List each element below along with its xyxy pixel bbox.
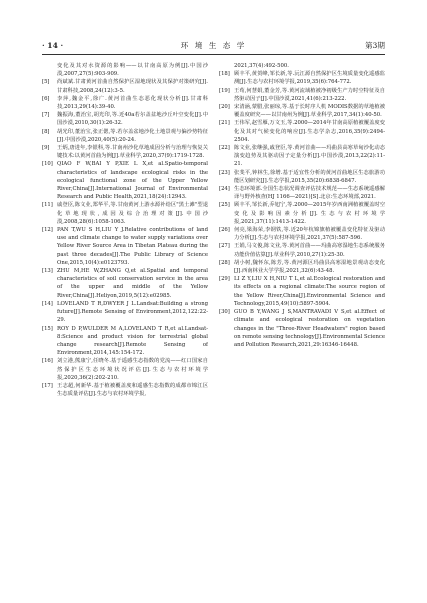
reference-number: [23]: [219, 169, 230, 176]
reference-text: QIAO F W,BAI Y P,XIE L X,et al.Spatio-temporal characteristics of landscape ecological risks in the ecological functional zone of the Upper Yellow River,China[J].International Journal of Environmental Research and Public Health,2021,18(24):12943.: [57, 161, 208, 201]
reference-item: [219, 308, 385, 349]
reference-item: [219, 226, 385, 242]
references-left-column: [42, 62, 208, 558]
reference-number: [11]: [42, 202, 53, 209]
reference-text: 胡光印,董治宝,张正偲,等.若尔盖盆地沙化土地景观与偏沙势特征[J].中国沙漠,2020,40(5):20-24.: [57, 128, 208, 143]
reference-item: [219, 275, 385, 308]
reference-number: [18]: [219, 71, 230, 78]
reference-item: [42, 128, 208, 144]
reference-number: [21]: [219, 120, 230, 127]
reference-item: [219, 103, 385, 119]
reference-number: [26]: [219, 227, 230, 234]
reference-text: 王娟,马文俊,陈文业,等.黄河首曲——玛曲高寒湿地生态系统服务功能价值估算[J].草业科学,2010,27(1):25-30.: [234, 243, 385, 258]
reference-item: [42, 357, 208, 382]
reference-item: [42, 382, 208, 398]
reference-number: [6]: [42, 95, 50, 102]
reference-text: 戚登臣,陈文业,郑华平,等.甘南黄河上游水源补给区"黑土滩"型退化草地现状,成因及综合治理对策[J].中国沙漠,2008,28(6):1058-1063.: [57, 202, 208, 225]
reference-item: [42, 62, 208, 78]
reference-text: 何亮,梁海荣,李钢铁,等.近20年杭锦旗植被覆盖变化特征及驱动力分析[J].生态与农村环境学报,2021,37(5):587-596.: [234, 227, 385, 242]
reference-item: [219, 87, 385, 103]
reference-number: [7]: [42, 112, 50, 119]
reference-number: [14]: [42, 300, 53, 307]
reference-number: [13]: [42, 268, 53, 275]
reference-item: [42, 95, 208, 111]
reference-number: [12]: [42, 227, 53, 234]
reference-text: ROY D P,WULDER M A,LOVELAND T R,et al.Landsat-8:Science and product vision for terrestrial global change research[J].Remote Sensing of Environment,2014,145:154-172.: [57, 325, 208, 357]
reference-item: [219, 144, 385, 169]
reference-text: PAN T,WU S H,LIU Y J.Relative contributions of land use and climate change to water supply variations over Yellow River Source Area in Tibetan Plateau during the past three decades[J].The Public Library of Science One,2015,10(4):e0123793.: [57, 227, 208, 266]
reference-text: 刘立港,熊康宁,任晓冬.基于遥感生态指数的党流——红口国家自然保护区生态环境状况评估[J].生态与农村环境学报,2020,36(2):202-210.: [57, 358, 208, 381]
reference-item: [219, 119, 385, 144]
reference-text: 陈文业,张继强,戚登臣,等.黄河首曲——玛曲县高寒草甸沙化动态演变趋势及其驱动因子定量分析[J].中国沙漠,2013,22(2):11-21.: [234, 145, 385, 168]
reference-item: [42, 325, 208, 358]
reference-text: LOVELAND T R,DWYER J L.Landsat:Building a strong future[J].Remote Sensing of Environment,2012,122:22-29.: [57, 300, 208, 324]
reference-text: 王荀,何慧娟,董金芳,等.黄河流域植被净初级生产力时空特征及自然驱动因子[J].中国沙漠,2021,41(6):213-222.: [234, 87, 385, 102]
reference-text: 变化及其对水资源的影响——以甘南高原为例[J].中国沙漠,2007,27(5):903-909.: [57, 63, 208, 78]
page-header: [42, 40, 385, 55]
reference-number: [19]: [219, 87, 230, 94]
reference-number: [17]: [42, 382, 53, 389]
reference-item: [42, 144, 208, 160]
reference-item: [219, 259, 385, 275]
reference-text: 张斐平,钟林生,徐增.基于适宜性分析的黄河首曲地区生态旅游功能区划研究[J].生态学报,2015,35(20):6838-6847.: [234, 169, 385, 184]
reference-text: 王伟军,赵雪雁,万文玉,等.2000—2014年甘南高原植被覆盖度变化及其对气候变化的响应[J].生态学杂志,2016,35(9):2494-2504.: [234, 120, 385, 143]
reference-number: [10]: [42, 161, 53, 168]
reference-number: [29]: [219, 276, 230, 283]
references-right-column: [219, 62, 385, 558]
reference-text: 王炳,唐进年,李银科,等.甘南州沙化草地成因分析与治理与恢复关键技术:以黄河首曲为例[J].草业科学,2020,37(9):1719-1728.: [57, 145, 208, 160]
reference-number: [27]: [219, 243, 230, 250]
reference-number: [24]: [219, 186, 230, 193]
reference-number: [5]: [42, 79, 50, 86]
reference-number: [22]: [219, 145, 230, 152]
reference-item: [42, 111, 208, 127]
reference-number: [16]: [42, 358, 53, 365]
reference-item: [219, 62, 385, 70]
reference-text: 顾丰平,邹长新,乔旭宁,等.2000—2015年岁西南洲植被覆盖时空变化及影响因素分析[J].生态与农村环境学报,2021,37(11):1413-1422.: [234, 202, 385, 225]
reference-number: [20]: [219, 104, 230, 111]
reference-number: [9]: [42, 145, 50, 152]
reference-item: [42, 226, 208, 267]
reference-text: 李萍,魏金平,徐广.黄河首曲生态恶化现状分析[J].甘肃科技,2013,29(14):39-40.: [57, 95, 208, 111]
reference-item: [42, 267, 208, 300]
reference-item: [42, 160, 208, 201]
page-number: · 14 ·: [42, 41, 64, 50]
reference-item: [42, 300, 208, 325]
reference-text: 王志超,何新华.基于植被覆盖度和遥感生态指数的成都市锦江区生态质量评估[J].生态与农村环境学报,: [57, 382, 208, 398]
reference-text: 顾丰平,黄贺峰,邹长新,等.沅江源自然保护区生境质量变化遥感监测[J].生态与农村环境学报,2019,35(6):764-772.: [234, 71, 385, 86]
reference-text: ZHU M,HE W,ZHANG Q,et al.Spatial and temporal characteristics of soil conservation service in the area of the upper and middle of the Yellow River,China[J].Heliyon,2019,5(12):e02985.: [57, 268, 208, 299]
reference-item: [42, 78, 208, 94]
reference-text: LI Z Y,LIU X H,NIU T L,et al.Ecological restoration and its effects on a regional climate:The source region of the Yellow River,China[J].Environmental Science and Technology,2015,49(10):5897-5904.: [234, 276, 385, 307]
reference-item: [219, 201, 385, 226]
reference-item: [42, 201, 208, 226]
reference-number: [8]: [42, 128, 50, 135]
reference-text: 宋清涵,蒙腊,张丽琼,等.基于长时序人机 MODIS数据的草地植被覆盖度研究——以甘南州为例[J].草业科学,2017,34(1):40-50.: [234, 104, 385, 119]
reference-text: 胡小树,魏怀东,陈芳,等.黄河源区玛曲县高寒湿地景观动态变化[J].西南林业大学学报,2021,32(6):43-48.: [234, 259, 385, 275]
reference-item: [219, 242, 385, 258]
reference-text: GUO B Y,WANG J S,MANTRAVADI V S,et al.Effect of climate and ecological restoration on vegetation changes in the "Three-River Headwaters" region based on remote sensing technology[J].Environmental Science and Pollution Research,2021,29:16346-16448.: [234, 309, 385, 348]
reference-number: [28]: [219, 259, 230, 266]
reference-text: 2021,37(4):492-500.: [234, 63, 289, 69]
issue-number: 第3期: [364, 41, 385, 50]
reference-item: [219, 185, 385, 201]
reference-number: [25]: [219, 202, 230, 209]
reference-item: [219, 169, 385, 185]
reference-number: [30]: [219, 309, 230, 316]
reference-text: 生态环境部.全国生态状况调查评估技术规范——生态系统遥感解译与野外核查(HJ 1166—2021)[S].北京:生态环境部,2021.: [234, 186, 385, 201]
reference-text: 尚斌斌.甘肃黄河首曲自然保护区湿地现状及其保护对策研究[J].甘肃科技,2008,24(12):3-5.: [57, 79, 208, 94]
reference-text: 魏振海,董治宝,胡光印,等.近40a若尔盖盆地沙丘叶空变化[J].中国沙漠,2010,30(1):26-32.: [57, 112, 208, 127]
reference-number: [15]: [42, 325, 53, 332]
reference-item: [219, 70, 385, 86]
journal-title: 环 境 生 态 学: [180, 41, 247, 50]
